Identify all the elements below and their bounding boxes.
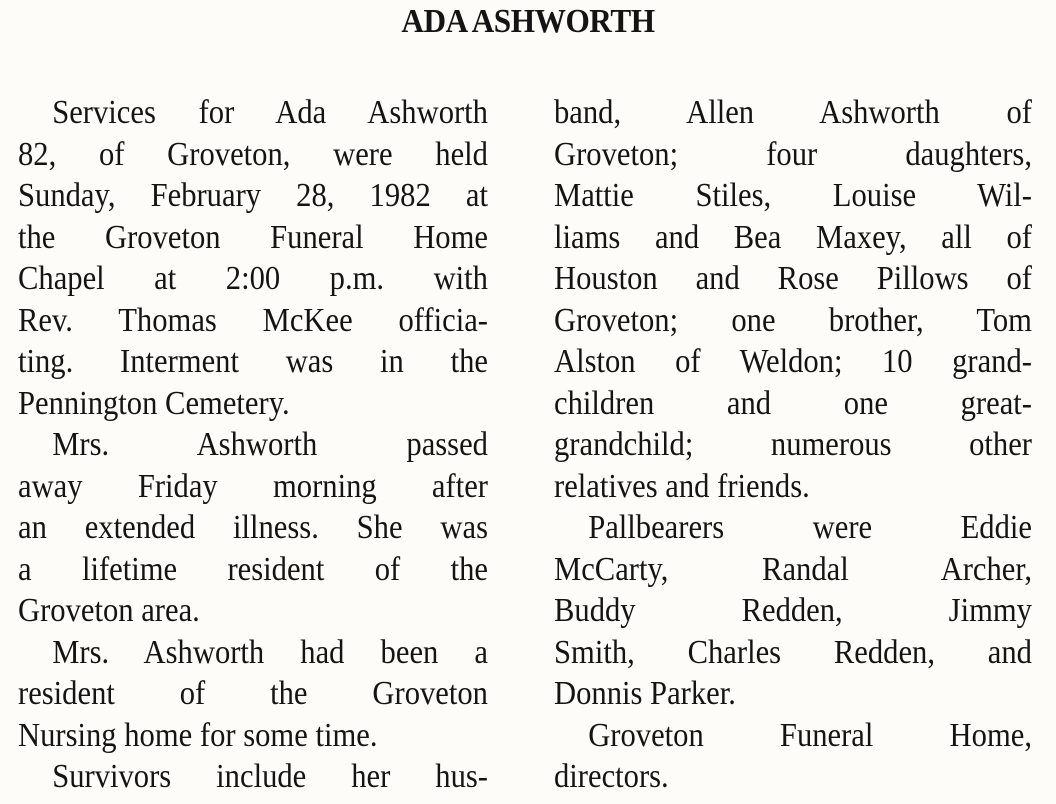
text-line: away Friday morning after — [18, 467, 488, 505]
text-line: Mrs. Ashworth passed — [52, 426, 488, 463]
text-line: Mrs. Ashworth had been a — [52, 633, 488, 671]
text-line: Smith, Charles Redden, and — [554, 633, 1032, 671]
text-line: Pennington Cemetery. — [18, 384, 290, 422]
text-line: Rev. Thomas McKee officia- — [18, 301, 488, 339]
text-line: Survivors include her hus- — [52, 758, 488, 795]
left-column — [18, 92, 488, 798]
text-line: Mattie Stiles, Louise Wil- — [554, 177, 1032, 214]
text-line: Donnis Parker. — [554, 675, 736, 712]
text-line: Groveton; one brother, Tom — [554, 301, 1032, 339]
right-column — [554, 92, 1032, 798]
text-line: McCarty, Randal Archer, — [554, 550, 1032, 588]
text-line: relatives and friends. — [554, 467, 810, 505]
text-line: band, Allen Ashworth of — [554, 94, 1032, 131]
text-line: ting. Interment was in the — [18, 343, 488, 380]
text-line: Groveton; four daughters, — [554, 135, 1032, 173]
text-line: Chapel at 2:00 p.m. with — [18, 260, 488, 297]
text-line: Groveton area. — [18, 592, 200, 629]
text-line: Sunday, February 28, 1982 at — [18, 177, 488, 214]
text-line: a lifetime resident of the — [18, 550, 488, 588]
obituary-headline: ADA ASHWORTH — [401, 3, 655, 40]
text-line: 82, of Groveton, were held — [18, 135, 488, 173]
text-line: Alston of Weldon; 10 grand- — [554, 343, 1032, 380]
text-line: Houston and Rose Pillows of — [554, 260, 1032, 297]
text-line: Nursing home for some time. — [18, 716, 378, 754]
text-line: children and one great- — [554, 384, 1032, 422]
text-line: the Groveton Funeral Home — [18, 218, 488, 256]
text-line: an extended illness. She was — [18, 509, 488, 546]
text-line: resident of the Groveton — [18, 675, 488, 712]
text-line: directors. — [554, 758, 669, 795]
text-line: grandchild; numerous other — [554, 426, 1032, 463]
text-line: liams and Bea Maxey, all of — [554, 218, 1032, 256]
text-line: Groveton Funeral Home, — [588, 716, 1032, 754]
text-line: Services for Ada Ashworth — [52, 94, 488, 131]
text-line: Pallbearers were Eddie — [588, 509, 1032, 546]
text-line: Buddy Redden, Jimmy — [554, 592, 1032, 629]
